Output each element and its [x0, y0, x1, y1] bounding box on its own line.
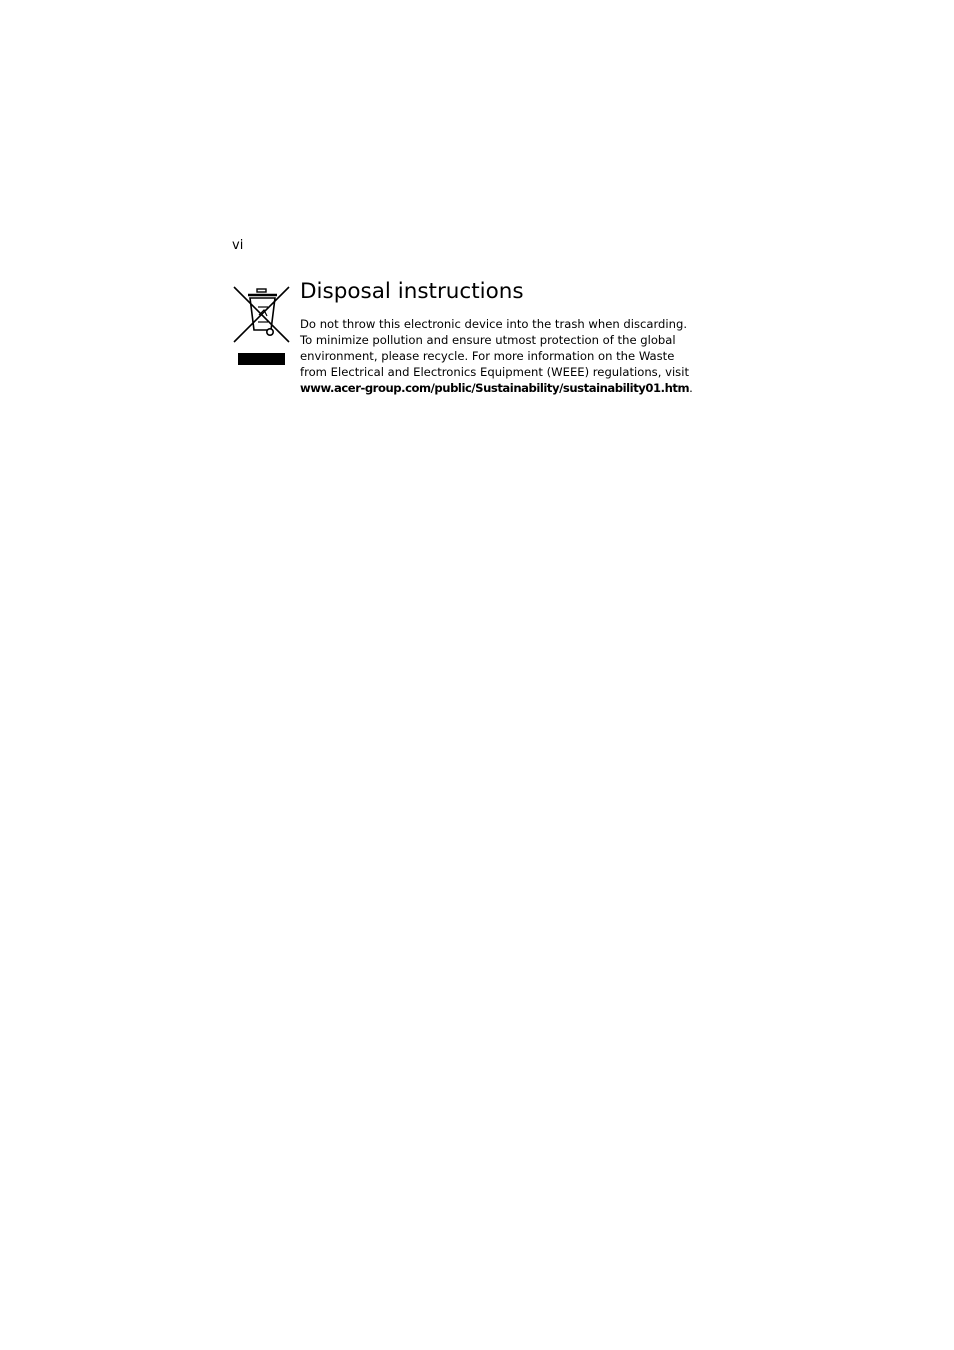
body-line-1: Do not throw this electronic device into the trash when discarding. — [300, 317, 688, 331]
body-line-3: environment, please recycle. For more information on the Waste — [300, 349, 675, 363]
body-line-4: from Electrical and Electronics Equipment (WEEE) regulations, visit — [300, 365, 689, 379]
body-line-2: To minimize pollution and ensure utmost protection of the global — [300, 333, 676, 347]
weee-link[interactable]: www.acer-group.com/public/Sustainability/sustainability01.htm — [300, 381, 690, 395]
page-number: vi — [232, 238, 244, 253]
link-suffix: . — [689, 381, 693, 395]
weee-crossed-bin-icon — [233, 285, 291, 367]
body-line-5 — [300, 380, 720, 396]
section-title: Disposal instructions — [300, 279, 524, 304]
disposal-body-text — [300, 316, 720, 396]
